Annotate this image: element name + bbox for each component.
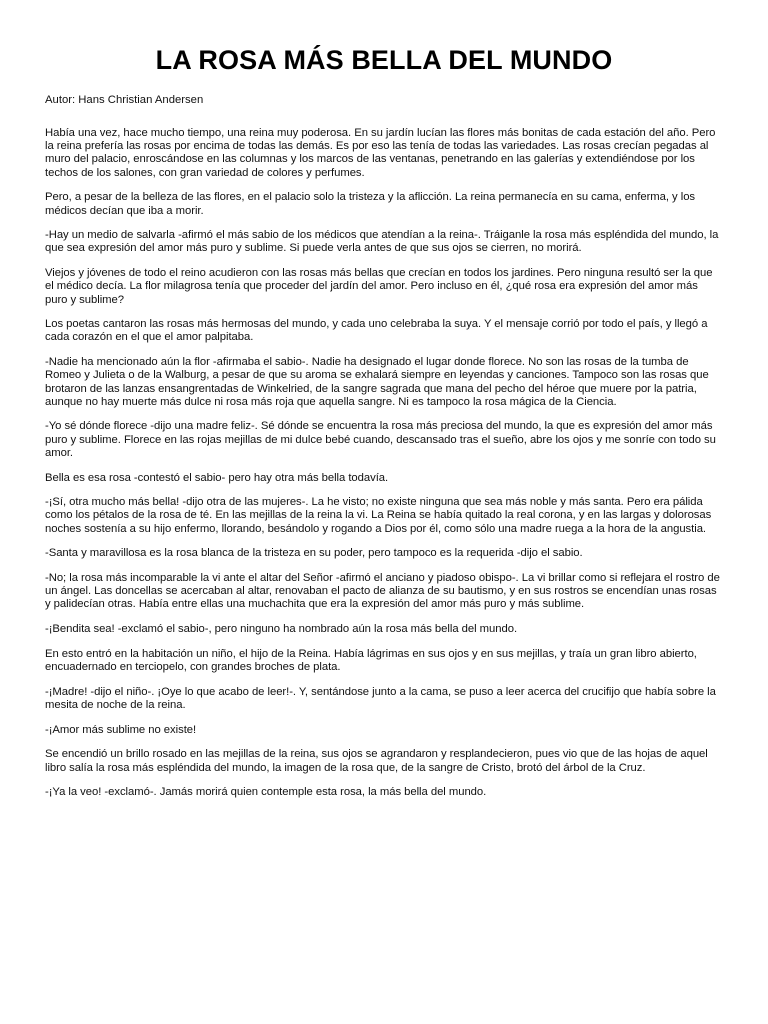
- paragraph: -Santa y maravillosa es la rosa blanca de la tristeza en su poder, pero tampoco es la requerida -dijo el sabio.: [45, 547, 583, 560]
- paragraph: -¡Ya la veo! -exclamó-. Jamás morirá quien contemple esta rosa, la más bella del mundo.: [45, 786, 487, 799]
- paragraph: En esto entró en la habitación un niño, el hijo de la Reina. Había lágrimas en sus ojos y en sus mejillas, y traía un gran libro abierto, encuadernado en terciopelo, con grandes broches de plata.: [45, 647, 697, 674]
- paragraph: -No; la rosa más incomparable la vi ante el altar del Señor -afirmó el anciano y piadoso obispo-. La vi brillar como si reflejara el rostro de un ángel. Las doncellas se acercaban al altar, renovaban el pacto de alianza de su bautismo, y en sus rostros se encendían unas rosas y palidecían otras. Había entre ellas una muchachita que era la expresión del amor más puro y más sublime.: [45, 572, 720, 611]
- paragraph: -¡Amor más sublime no existe!: [45, 723, 197, 736]
- paragraph: -¡Madre! -dijo el niño-. ¡Oye lo que acabo de leer!-. Y, sentándose junto a la cama, se puso a leer acerca del crucifijo que había sobre la mesita de noche de la reina.: [45, 685, 716, 711]
- paragraph: Viejos y jóvenes de todo el reino acudieron con las rosas más bellas que crecían en todos los jardines. Pero ninguna resultó ser la que el médico decía. La flor milagrosa tenía que proceder del jardín del amor. Pero incluso en él, ¿qué rosa era expresión del amor más puro y sublime?: [45, 267, 713, 306]
- paragraph: -¡Sí, otra mucho más bella! -dijo otra de las mujeres-. La he visto; no existe ninguna que sea más noble y más santa. Pero era pálida como los pétalos de la rosa de té. En las mejillas de la reina la vi. La Reina se había quitado la real corona, y en las largas y dolorosas noches sostenía a su hijo enfermo, llorando, besándolo y rogando a Dios por él, como sólo una madre ruega a la hora de la angustia.: [45, 496, 712, 535]
- paragraph: -¡Bendita sea! -exclamó el sabio-, pero ninguno ha nombrado aún la rosa más bella del mundo.: [45, 623, 518, 636]
- paragraph: -Nadie ha mencionado aún la flor -afirmaba el sabio-. Nadie ha designado el lugar donde florece. No son las rosas de la tumba de Romeo y Julieta o de la Walburg, a pesar de que su aroma se exhalará siempre en leyendas y canciones. Tampoco son las rosas que brotaron de las lanzas ensangrentadas de Winkelried, de la sangre sagrada que mana del pecho del héroe que muere por la patria, aunque no hay muerte más dulce ni rosa más roja que aquella sangre. Ni es tampoco la rosa mágica de la Ciencia.: [45, 356, 709, 408]
- paragraph: -Yo sé dónde florece -dijo una madre feliz-. Sé dónde se encuentra la rosa más preciosa del mundo, la que es expresión del amor más puro y sublime. Florece en las rojas mejillas de mi dulce bebé cuando, descansado tras el sueño, abre los ojos y me sonríe con todo su amor.: [45, 420, 716, 459]
- paragraph: Había una vez, hace mucho tiempo, una reina muy poderosa. En su jardín lucían las flores más bonitas de cada estación del año. Pero la reina prefería las rosas por encima de todas las demás. Es por eso las tenía de todas las variedades. Las rosas crecían pegadas al muro del palacio, enroscándose en las columnas y los marcos de las ventanas, penetrando en las galerías y extendiéndose por los techos de los salones, con gran variedad de colores y perfumes.: [45, 127, 716, 179]
- paragraph: Pero, a pesar de la belleza de las flores, en el palacio solo la tristeza y la aflicción. La reina permanecía en su cama, enferma, y los médicos decían que iba a morir.: [45, 191, 696, 217]
- paragraph: Se encendió un brillo rosado en las mejillas de la reina, sus ojos se agrandaron y resplandecieron, pues vio que de las hojas de aquel libro salía la rosa más espléndida del mundo, la imagen de la rosa que, de la sangre de Cristo, brotó del árbol de la Cruz.: [45, 748, 708, 774]
- paragraph: Los poetas cantaron las rosas más hermosas del mundo, y cada uno celebraba la suya. Y el mensaje corrió por todo el país, y llegó a cada corazón en el que el amor palpitaba.: [45, 318, 708, 344]
- paragraph: Bella es esa rosa -contestó el sabio- pero hay otra más bella todavía.: [45, 471, 389, 484]
- story-body: [45, 127, 723, 800]
- document-title: LA ROSA MÁS BELLA DEL MUNDO: [155, 45, 613, 75]
- paragraph: -Hay un medio de salvarla -afirmó el más sabio de los médicos que atendían a la reina-. Tráiganle la rosa más espléndida del mundo, la que sea expresión del amor más puro y sublime. Si puede verla antes de que sus ojos se cierren, no morirá.: [45, 229, 719, 255]
- author-line: Autor: Hans Christian Andersen: [45, 94, 204, 106]
